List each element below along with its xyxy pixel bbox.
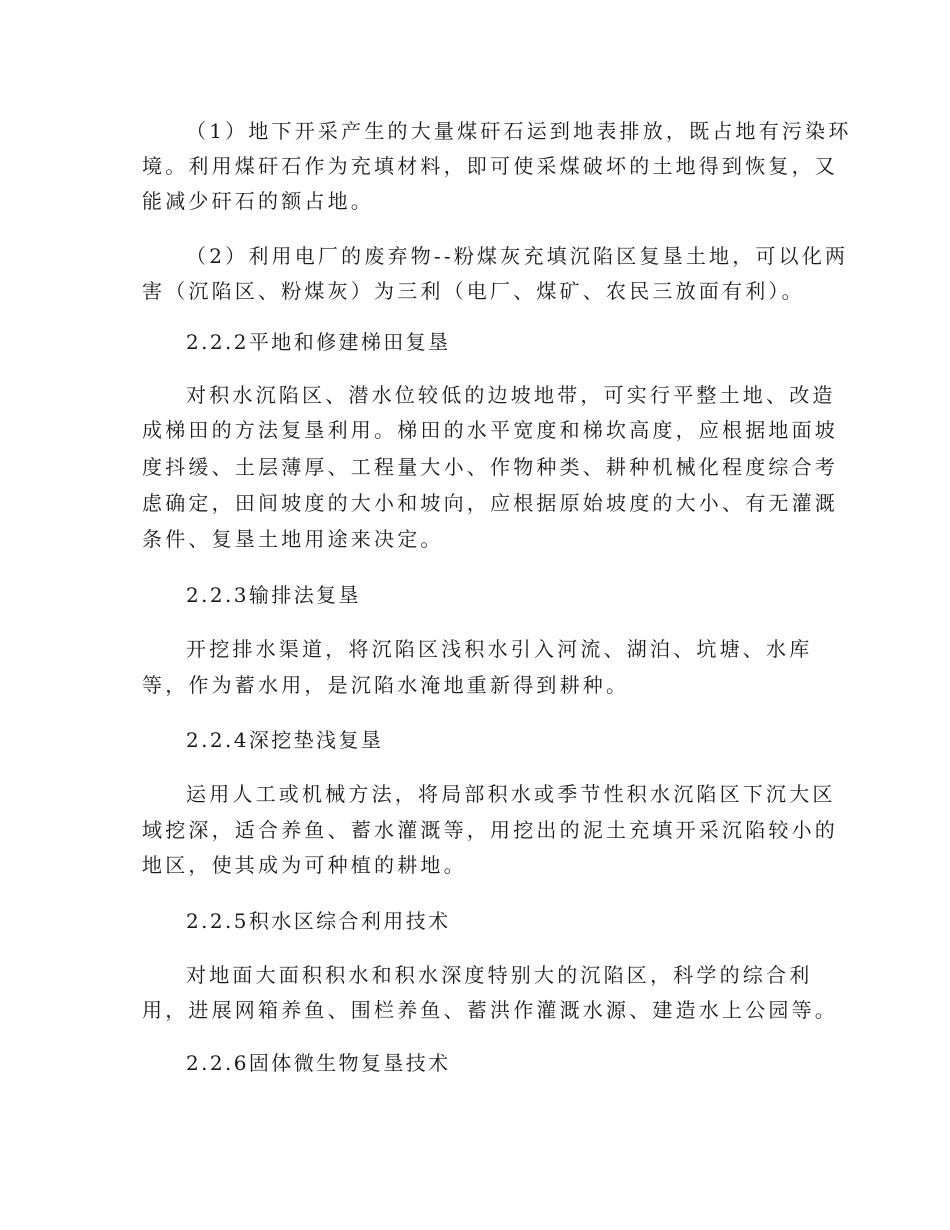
paragraph-5-line-3: 地区，使其成为可种植的耕地。 <box>142 853 467 877</box>
paragraph-5-line-2: 域挖深，适合养鱼、蓄水灌溉等，用挖出的泥土充填开采沉陷较小的 <box>142 818 838 842</box>
paragraph-1-line-2: 境。利用煤矸石作为充填材料，即可使采煤破坏的土地得到恢复，又 <box>142 154 838 178</box>
section-heading-2-2-5: 2.2.5积水区综合利用技术 <box>186 909 451 933</box>
paragraph-6-line-1: 对地面大面积积水和积水深度特别大的沉陷区，科学的综合利 <box>186 963 813 987</box>
paragraph-4-line-2: 等，作为蓄水用，是沉陷水淹地重新得到耕种。 <box>142 673 630 697</box>
section-heading-2-2-2: 2.2.2平地和修建梯田复垦 <box>186 330 451 354</box>
paragraph-3-line-2: 成梯田的方法复垦利用。梯田的水平宽度和梯坎高度，应根据地面坡 <box>142 418 838 442</box>
paragraph-3-line-4: 虑确定，田间坡度的大小和坡向，应根据原始坡度的大小、有无灌溉 <box>142 491 838 515</box>
paragraph-2-line-2: 害（沉陷区、粉煤灰）为三利（电厂、煤矿、农民三放面有利）。 <box>142 279 805 303</box>
paragraph-2-line-1: （2）利用电厂的废弃物--粉煤灰充填沉陷区复垦土地，可以化两 <box>186 244 849 268</box>
section-heading-2-2-6: 2.2.6固体微生物复垦技术 <box>186 1051 451 1075</box>
paragraph-3-line-1: 对积水沉陷区、潜水位较低的边坡地带，可实行平整土地、改造 <box>186 383 836 407</box>
paragraph-1-line-3: 能减少矸石的额占地。 <box>142 189 374 213</box>
paragraph-3-line-3: 度抖缓、土层薄厚、工程量大小、作物种类、耕种机械化程度综合考 <box>142 455 838 479</box>
section-heading-2-2-4: 2.2.4深挖垫浅复垦 <box>186 728 384 752</box>
paragraph-5-line-1: 运用人工或机械方法，将局部积水或季节性积水沉陷区下沉大区 <box>186 782 836 806</box>
paragraph-4-line-1: 开挖排水渠道，将沉陷区浅积水引入河流、湖泊、坑塘、水库 <box>186 637 813 661</box>
paragraph-6-line-2: 用，进展网箱养鱼、围栏养鱼、蓄洪作灌溉水源、建造水上公园等。 <box>142 998 838 1022</box>
paragraph-1-line-1: （1）地下开采产生的大量煤矸石运到地表排放，既占地有污染环 <box>186 119 852 143</box>
paragraph-3-line-5: 条件、复垦土地用途来决定。 <box>142 527 444 551</box>
section-heading-2-2-3: 2.2.3输排法复垦 <box>186 583 361 607</box>
